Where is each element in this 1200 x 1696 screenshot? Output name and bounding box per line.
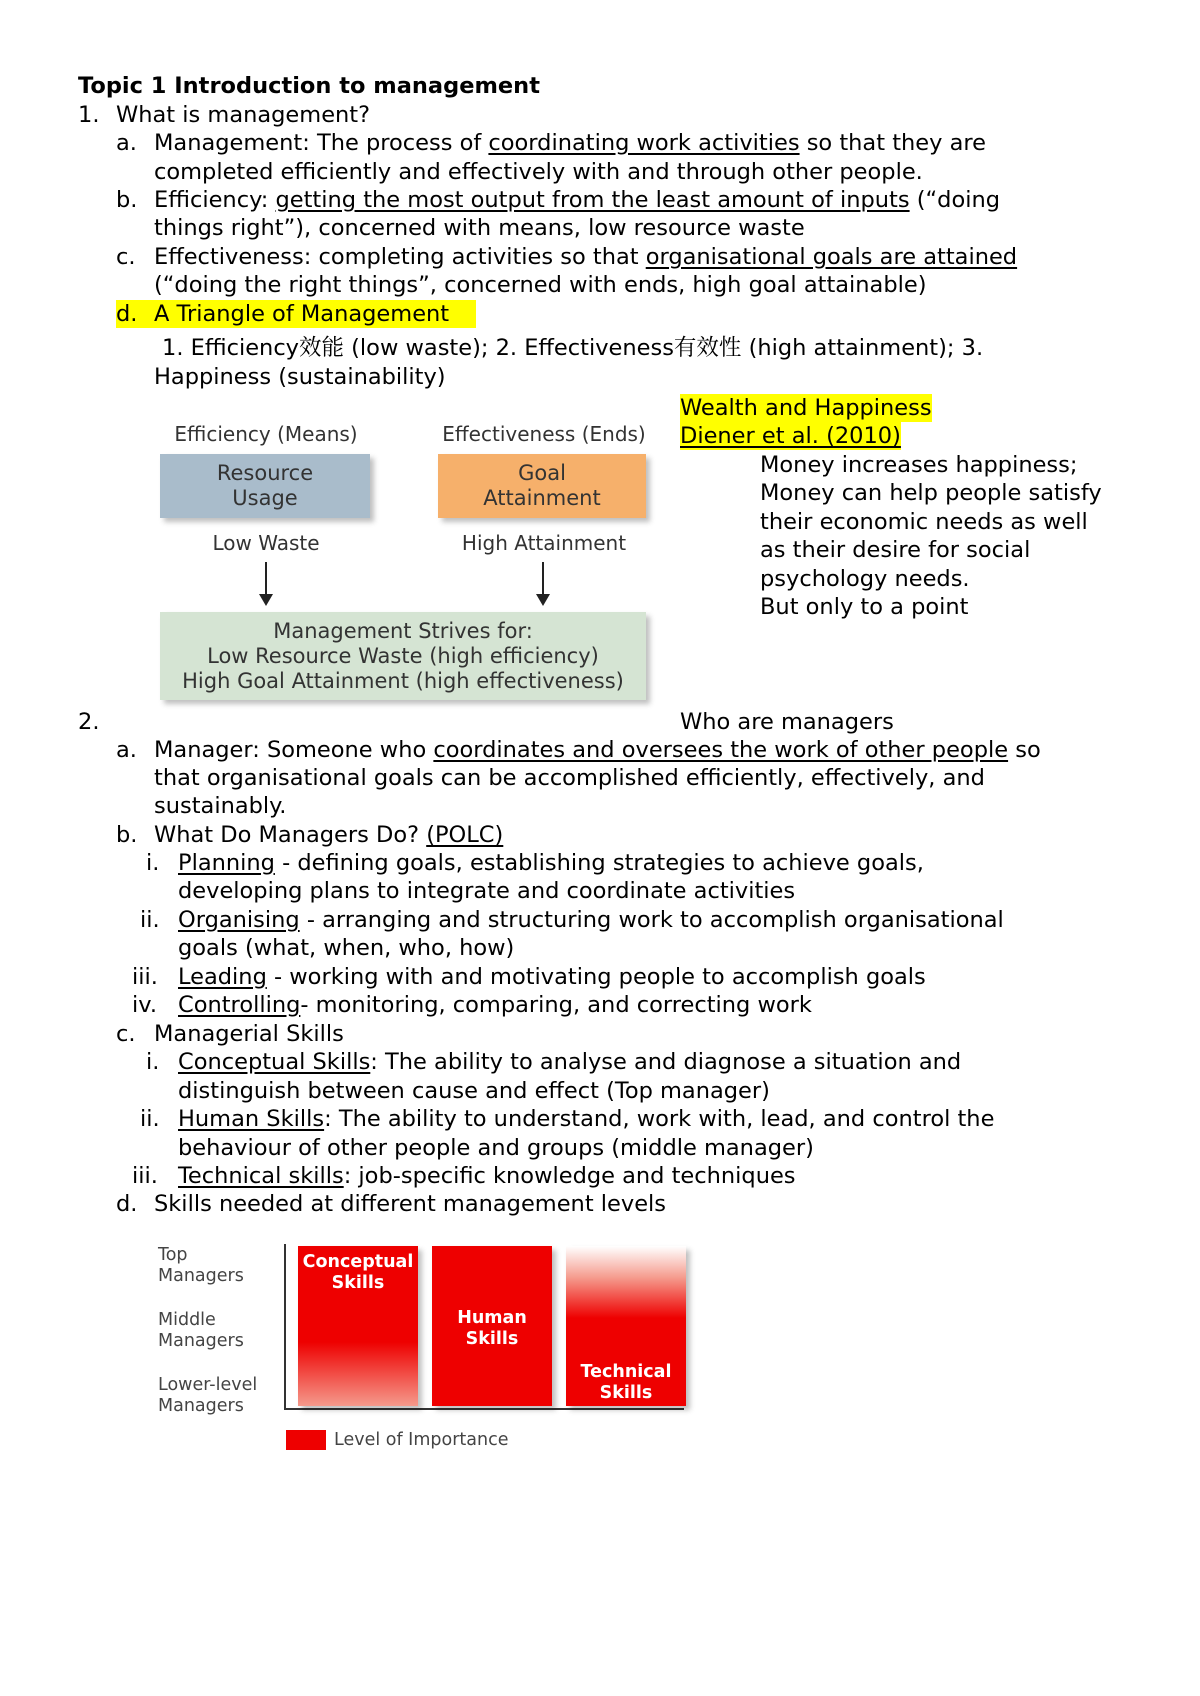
- effectiveness-underlined: organisational goals are attained: [645, 244, 1018, 270]
- list-marker: a.: [116, 737, 137, 763]
- management-strives-box: Management Strives for: Low Resource Waste (high efficiency) High Goal Attainment (high effectiveness): [160, 612, 646, 700]
- technical-skills-item: Technical skills: job-specific knowledge and techniques: [178, 1163, 796, 1189]
- middle-managers-label: Middle Managers: [158, 1310, 244, 1351]
- organising-item-cont: goals (what, when, who, how): [178, 935, 515, 961]
- list-marker: c.: [116, 1021, 136, 1047]
- section-1-heading: What is management?: [116, 102, 371, 128]
- diener-citation: Diener et al. (2010): [680, 423, 901, 449]
- down-arrow-icon: [265, 562, 267, 604]
- page-title: Topic 1 Introduction to management: [78, 73, 540, 99]
- low-waste-label: Low Waste: [212, 531, 320, 555]
- effectiveness-definition-cont: (“doing the right things”, concerned with ends, high goal attainable): [154, 272, 927, 298]
- wealth-line: their economic needs as well: [760, 509, 1088, 535]
- human-skills-bar: Human Skills: [432, 1246, 552, 1406]
- list-marker: a.: [116, 130, 137, 156]
- resource-usage-box: Resource Usage: [160, 454, 370, 518]
- organising-item: Organising - arranging and structuring work to accomplish organisational: [178, 907, 1004, 933]
- list-marker: i.: [146, 850, 160, 876]
- list-marker: d.: [116, 1191, 138, 1217]
- coordinating-work-activities: coordinating work activities: [488, 130, 800, 156]
- effectiveness-definition: Effectiveness: completing activities so that organisational goals are attained: [154, 244, 1018, 270]
- what-managers-do: What Do Managers Do? (POLC): [154, 822, 504, 848]
- conceptual-skills-item: Conceptual Skills: The ability to analyse and diagnose a situation and: [178, 1049, 962, 1075]
- triangle-items-cont: Happiness (sustainability): [154, 364, 446, 390]
- polc-label: (POLC): [426, 822, 504, 848]
- efficiency-means-caption: Efficiency (Means): [174, 422, 358, 446]
- goal-attainment-box: Goal Attainment: [438, 454, 646, 518]
- list-marker: ii.: [140, 1106, 160, 1132]
- conceptual-skills-item-cont: distinguish between cause and effect (Top manager): [178, 1078, 770, 1104]
- down-arrow-icon: [542, 562, 544, 604]
- wealth-line: Money increases happiness;: [760, 452, 1078, 478]
- efficiency-underlined: getting the most output from the least amount of inputs: [275, 187, 910, 213]
- top-managers-label: Top Managers: [158, 1245, 244, 1286]
- list-marker: b.: [116, 822, 138, 848]
- triangle-heading: d. A Triangle of Management: [116, 300, 476, 328]
- list-marker: i.: [146, 1049, 160, 1075]
- wealth-line: as their desire for social: [760, 537, 1031, 563]
- list-marker: c.: [116, 244, 136, 270]
- human-skills-item: Human Skills: The ability to understand, work with, lead, and control the: [178, 1106, 995, 1132]
- effectiveness-ends-caption: Effectiveness (Ends): [442, 422, 646, 446]
- y-axis-line: [284, 1244, 286, 1410]
- managerial-skills-heading: Managerial Skills: [154, 1021, 344, 1047]
- list-marker: iii.: [132, 1163, 158, 1189]
- management-definition: Management: The process of coordinating work activities so that they are: [154, 130, 986, 156]
- lower-level-managers-label: Lower-level Managers: [158, 1375, 258, 1416]
- skills-levels-heading: Skills needed at different management levels: [154, 1191, 667, 1217]
- section-1-number: 1.: [78, 102, 100, 128]
- legend-label: Level of Importance: [334, 1430, 509, 1450]
- planning-item-cont: developing plans to integrate and coordinate activities: [178, 878, 796, 904]
- management-definition-cont: completed efficiently and effectively with and through other people.: [154, 159, 923, 185]
- efficiency-definition: Efficiency: getting the most output from the least amount of inputs (“doing: [154, 187, 1001, 213]
- manager-definition-cont: that organisational goals can be accomplished efficiently, effectively, and: [154, 765, 985, 791]
- leading-item: Leading - working with and motivating people to accomplish goals: [178, 964, 926, 990]
- triangle-items: 1. Efficiency效能 (low waste); 2. Effectiveness有效性 (high attainment); 3.: [162, 335, 984, 361]
- controlling-item: Controlling- monitoring, comparing, and correcting work: [178, 992, 812, 1018]
- planning-item: Planning - defining goals, establishing strategies to achieve goals,: [178, 850, 924, 876]
- wealth-happiness-title: Wealth and Happiness: [680, 395, 932, 421]
- efficiency-definition-cont: things right”), concerned with means, low resource waste: [154, 215, 805, 241]
- manager-definition: Manager: Someone who coordinates and oversees the work of other people so: [154, 737, 1041, 763]
- wealth-line: Money can help people satisfy: [760, 480, 1102, 506]
- list-marker: b.: [116, 187, 138, 213]
- manager-underlined: coordinates and oversees the work of other people: [433, 737, 1009, 763]
- section-2-number: 2.: [78, 709, 100, 735]
- wealth-line: But only to a point: [760, 594, 969, 620]
- manager-definition-cont: sustainably.: [154, 793, 287, 819]
- human-skills-item-cont: behaviour of other people and groups (middle manager): [178, 1135, 814, 1161]
- x-axis-line: [284, 1408, 684, 1410]
- high-attainment-label: High Attainment: [461, 531, 627, 555]
- technical-skills-bar: Technical Skills: [566, 1246, 686, 1406]
- legend-swatch: [286, 1430, 326, 1450]
- list-marker: iii.: [132, 964, 158, 990]
- wealth-line: psychology needs.: [760, 566, 970, 592]
- conceptual-skills-bar: Conceptual Skills: [298, 1246, 418, 1406]
- section-2-heading: Who are managers: [680, 709, 894, 735]
- list-marker: iv.: [132, 992, 157, 1018]
- list-marker: ii.: [140, 907, 160, 933]
